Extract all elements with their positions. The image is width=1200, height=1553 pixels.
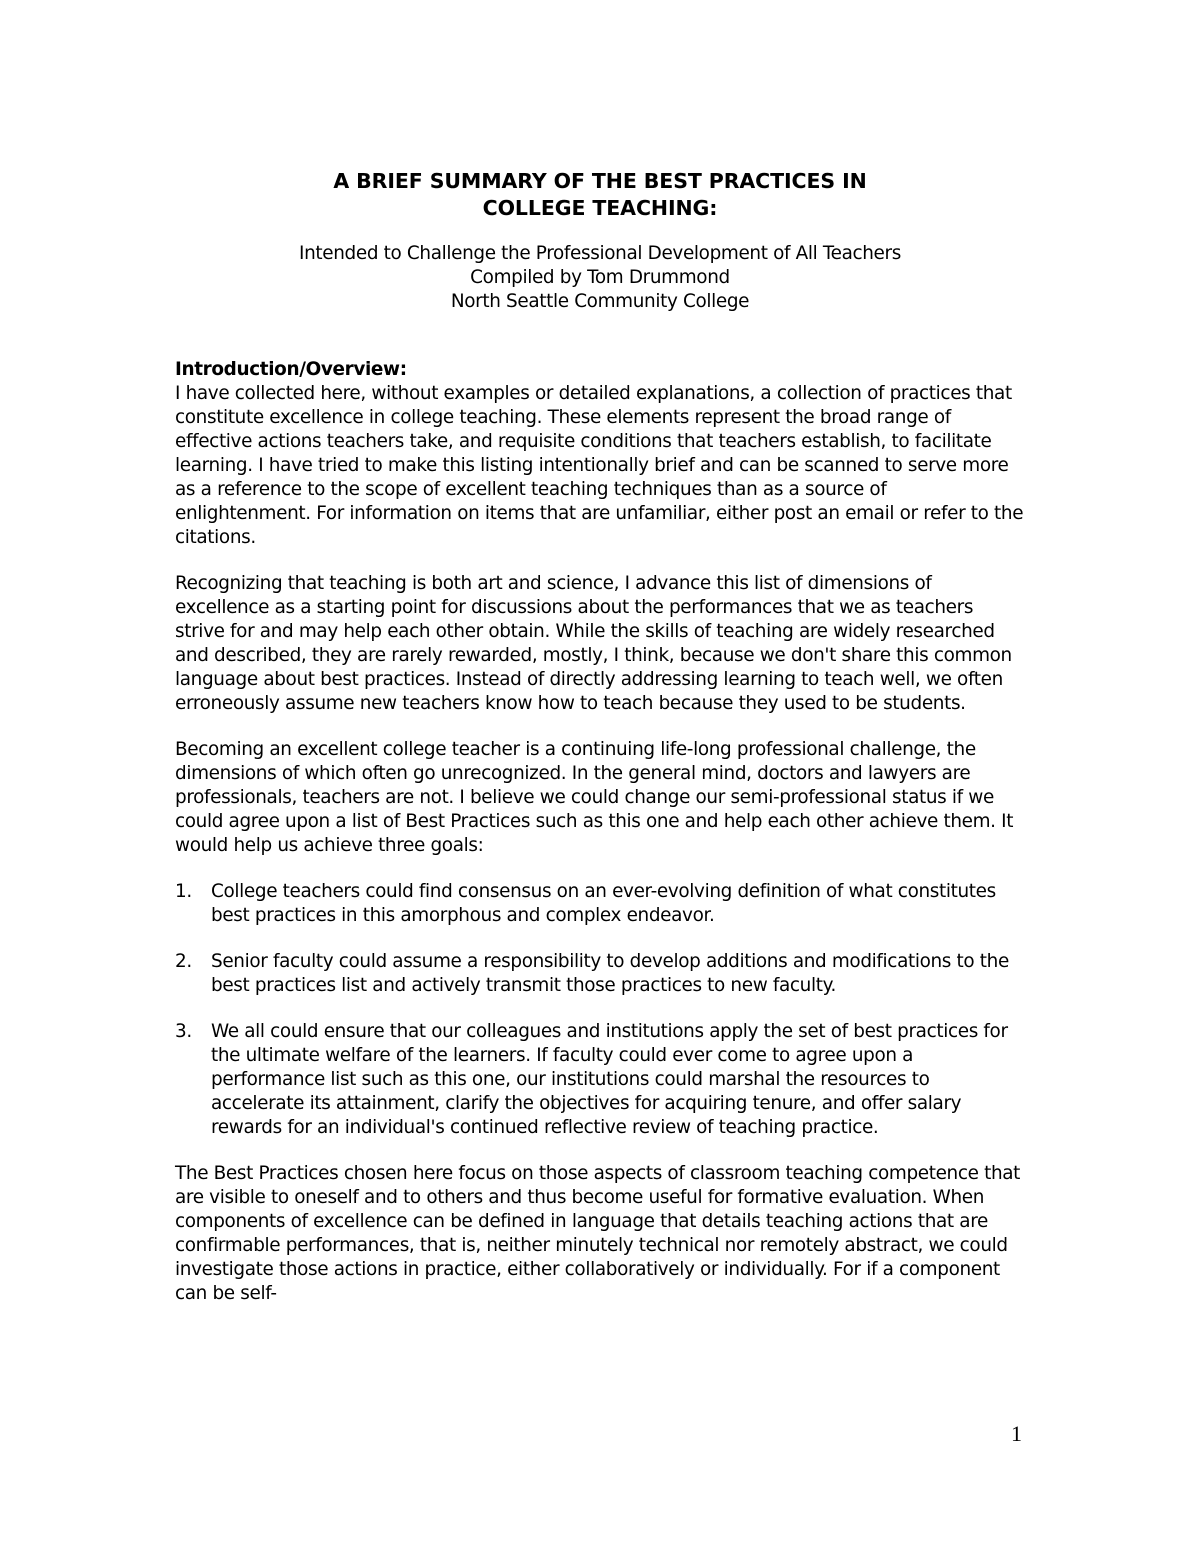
paragraph-excellent-teacher: Becoming an excellent college teacher is a continuing life-long professional challenge, the dimensions of which often go unrecognized. In the general mind, doctors and lawyers are professionals, teachers are not. I believe we could change our semi-professional status if we could agree upon a list of Best Practices such as this one and help each other achieve them. It would help us achieve three goals: [175,739,1014,856]
list-item [175,1020,1025,1140]
list-item-number: 2. [175,951,192,972]
paragraph-intro: I have collected here, without examples or detailed explanations, a collection of practices that constitute excellence in college teaching. These elements represent the broad range of effective actions teachers take, and requisite conditions that teachers establish, to facilitate learning. I have tried to make this listing intentionally brief and can be scanned to serve more as a reference to the scope of excellent teaching techniques than as a source of enlightenment. For information on items that are unfamiliar, either post an email or refer to the citations. [175,383,1024,548]
goals-list [175,880,1025,1140]
subtitle-institution: North Seattle Community College [450,291,750,312]
subtitle-author: Compiled by Tom Drummond [470,267,730,288]
subtitle-block [175,242,1025,314]
paragraph-best-practices: The Best Practices chosen here focus on those aspects of classroom teaching competence that are visible to oneself and to others and thus become useful for formative evaluation. When components of excellence can be defined in language that details teaching actions that are confirmable performances, that is, neither minutely technical nor remotely abstract, we could investigate those actions in practice, either collaboratively or individually. For if a component can be self- [175,1163,1021,1304]
list-item-text: We all could ensure that our colleagues and institutions apply the set of best practices for the ultimate welfare of the learners. If faculty could ever come to agree upon a performance list such as this one, our institutions could marshal the resources to accelerate its attainment, clarify the objectives for acquiring tenure, and offer salary rewards for an individual's continued reflective review of teaching practice. [211,1021,1008,1138]
paragraph-art-and-science: Recognizing that teaching is both art and science, I advance this list of dimensions of excellence as a starting point for discussions about the performances that we as teachers strive for and may help each other obtain. While the skills of teaching are widely researched and described, they are rarely rewarded, mostly, I think, because we don't share this common language about best practices. Instead of directly addressing learning to teach well, we often erroneously assume new teachers know how to teach because they used to be students. [175,573,1012,714]
list-item [175,880,1025,928]
document-title [175,168,1025,222]
section-heading-introduction: Introduction/Overview: [175,359,407,380]
page-number: 1 [1011,1421,1022,1446]
list-item [175,950,1025,998]
list-item-text: Senior faculty could assume a responsibility to develop additions and modifications to the best practices list and actively transmit those practices to new faculty. [211,951,1009,996]
list-item-number: 1. [175,881,192,902]
page-content [175,168,1025,1306]
list-item-number: 3. [175,1021,192,1042]
title-line-2: COLLEGE TEACHING: [482,196,718,220]
list-item-text: College teachers could find consensus on an ever-evolving definition of what constitutes best practices in this amorphous and complex endeavor. [211,881,996,926]
title-line-1: A BRIEF SUMMARY OF THE BEST PRACTICES IN [333,169,867,193]
subtitle-intent: Intended to Challenge the Professional Development of All Teachers [299,243,901,264]
